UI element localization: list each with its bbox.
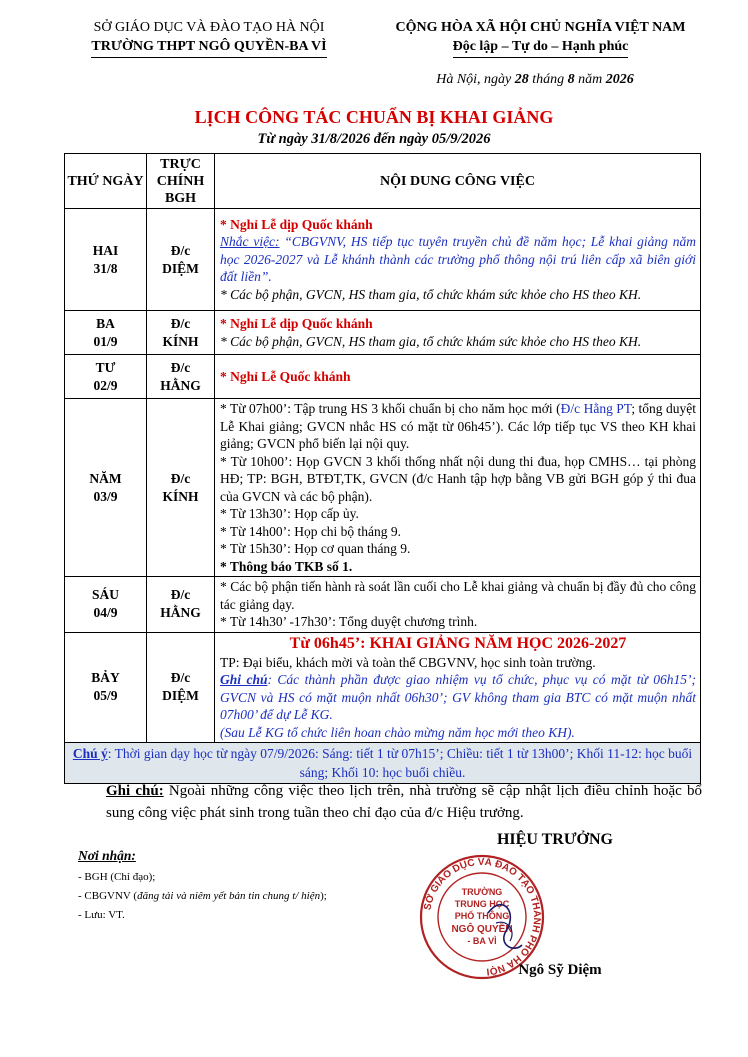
bgh-cell — [147, 399, 215, 577]
table-row — [65, 311, 701, 355]
agency-header — [64, 18, 354, 58]
task-line: TP: Đại biểu, khách mời và toàn thể CBGVNV, học sinh toàn trường. — [220, 654, 596, 670]
bgh-cell — [147, 355, 215, 399]
header-content: NỘI DUNG CÔNG VIỆC — [215, 154, 701, 209]
bgh-name: KÍNH — [162, 333, 199, 349]
seal-outer-text: SỞ GIÁO DỤC VÀ ĐÀO TẠO THÀNH PHỐ HÀ NỘI — [422, 856, 543, 977]
footnote-label: Ghi chú: — [106, 783, 164, 799]
bgh-prefix: Đ/c — [170, 587, 191, 603]
attention-row — [65, 743, 701, 784]
recipients-heading: Nơi nhận: — [78, 848, 136, 863]
signer-name: Ngô Sỹ Diệm — [518, 962, 602, 978]
seal-inner-line: - BA VÌ — [467, 936, 497, 946]
task-text: ; tổng duyệt Lễ Khai giảng; GVCN nhắc HS có mặt từ 06h45’). Các lớp tiếp tục VS theo KH khai giảng; GVCN phổ biến lại nội quy. — [220, 401, 696, 451]
national-header — [368, 18, 713, 58]
bgh-name: DIỆM — [162, 688, 199, 704]
date-label: 31/8 — [93, 260, 118, 276]
seal-inner-line: PHỔ THÔNG — [454, 911, 510, 921]
recipient-item — [78, 868, 398, 887]
bgh-cell — [147, 311, 215, 355]
task-line: * Từ 14h00’: Họp chi bộ tháng 9. — [220, 523, 402, 539]
date-label: 01/9 — [93, 333, 118, 349]
task-line: * Thông báo TKB số 1. — [220, 558, 353, 574]
recipient-text: - BGH (Chỉ đạo); — [78, 871, 156, 883]
reminder-note — [220, 233, 696, 286]
department-name: SỞ GIÁO DỤC VÀ ĐÀO TẠO HÀ NỘI — [93, 20, 325, 35]
recipient-item — [78, 906, 398, 925]
task-line: * Từ 10h00’: Họp GVCN 3 khối thống nhất nội dung thi đua, họp CMHS… tại phòng HĐ; TP: BGH, BTĐT,TK, GVCN (đ/c Hanh tập hợp bằng VB gửi BGH góp ý thi đua của GVCN và các bộ phận). — [220, 453, 696, 504]
date-year-label: năm — [574, 72, 606, 87]
day-label: BA — [96, 315, 115, 331]
recipient-tail: ); — [320, 890, 327, 902]
header-bgh: TRỰC CHÍNH BGH — [147, 154, 215, 209]
school-name: TRƯỜNG THPT NGÔ QUYỀN-BA VÌ — [91, 37, 326, 58]
bgh-prefix: Đ/c — [170, 670, 191, 686]
date-label: 04/9 — [93, 605, 118, 621]
table-row — [65, 399, 701, 577]
attention-cell — [65, 743, 701, 784]
reminder-label: Nhắc việc: — [220, 234, 280, 250]
document-title: LỊCH CÔNG TÁC CHUẨN BỊ KHAI GIẢNG — [194, 107, 554, 127]
holiday-note: * Nghỉ Lễ Quốc khánh — [220, 368, 351, 384]
task-line: * Từ 15h30’: Họp cơ quan tháng 9. — [220, 541, 411, 556]
recipient-item — [78, 887, 398, 906]
date-label: 02/9 — [93, 377, 118, 393]
task-line: (Sau Lễ KG tổ chức liên hoan chào mừng năm học mới theo KH). — [220, 724, 575, 740]
day-label: TƯ — [95, 359, 116, 375]
content-cell — [215, 632, 701, 743]
day-cell — [65, 355, 147, 399]
task-assignee: Đ/c Hằng PT — [560, 401, 632, 416]
day-cell — [65, 632, 147, 743]
bgh-name: DIỆM — [162, 260, 199, 276]
content-cell — [215, 209, 701, 311]
seal-inner-line: NGÔ QUYỀN — [451, 924, 513, 935]
task-text: * Từ 07h00’: Tập trung HS 3 khối chuẩn bị cho năm học mới ( — [220, 401, 561, 416]
date-month: 8 — [567, 72, 575, 87]
bgh-name: KÍNH — [162, 488, 199, 504]
day-cell — [65, 399, 147, 577]
day-cell — [65, 311, 147, 355]
content-cell — [215, 399, 701, 577]
recipient-text: - CBGVNV ( — [78, 890, 138, 902]
signer-role: HIỆU TRƯỞNG — [496, 831, 613, 848]
seal-inner-line: TRƯỜNG — [461, 887, 503, 897]
task-line — [220, 400, 696, 453]
bgh-prefix: Đ/c — [170, 315, 191, 331]
bgh-name: HẰNG — [160, 377, 201, 393]
table-row — [65, 355, 701, 399]
footnote — [106, 780, 702, 824]
seal-inner-line: TRUNG HỌC — [454, 899, 510, 909]
ceremony-note — [220, 671, 696, 724]
bgh-prefix: Đ/c — [170, 359, 191, 375]
date-day: 28 — [514, 72, 529, 87]
task-line: * Các bộ phận tiến hành rà soát lần cuối cho Lễ khai giảng và chuẩn bị đầy đủ cho công tác giảng dạy. — [220, 579, 696, 612]
holiday-note: * Nghỉ Lễ dịp Quốc khánh — [220, 316, 373, 331]
bgh-cell — [147, 577, 215, 633]
task-line: * Từ 13h30’: Họp cấp ủy. — [220, 506, 359, 521]
content-cell — [215, 355, 701, 399]
national-motto: Độc lập – Tự do – Hạnh phúc — [453, 37, 629, 58]
day-cell — [65, 209, 147, 311]
recipients-block — [78, 846, 398, 925]
national-title: CỘNG HÒA XÃ HỘI CHỦ NGHĨA VIỆT NAM — [395, 20, 686, 35]
bgh-name: HẰNG — [160, 605, 201, 621]
bgh-prefix: Đ/c — [170, 470, 191, 486]
table-row — [65, 632, 701, 743]
task-line: * Các bộ phận, GVCN, HS tham gia, tổ chức khám sức khỏe cho HS theo KH. — [220, 286, 642, 302]
day-label: HAI — [92, 242, 119, 258]
header-day: THỨ NGÀY — [65, 154, 147, 209]
bgh-cell — [147, 209, 215, 311]
day-label: BẢY — [91, 670, 120, 686]
holiday-note: * Nghỉ Lễ dịp Quốc khánh — [220, 216, 373, 232]
date-prefix: Hà Nội, ngày — [436, 72, 515, 87]
date-year: 2026 — [605, 72, 634, 87]
recipient-text: - Lưu: VT. — [78, 909, 125, 921]
table-header-row — [65, 154, 701, 209]
task-line: * Các bộ phận, GVCN, HS tham gia, tổ chức khám sức khỏe cho HS theo KH. — [220, 333, 642, 349]
opening-ceremony-title: Từ 06h45’: KHAI GIẢNG NĂM HỌC 2026-2027 — [289, 634, 627, 652]
recipient-detail: đăng tải và niêm yết bản tin chung t/ hiện — [137, 890, 321, 902]
day-cell — [65, 577, 147, 633]
date-label: 05/9 — [93, 688, 118, 704]
table-row — [65, 577, 701, 633]
task-line: * Từ 14h30’ -17h30’: Tổng duyệt chương trình. — [220, 614, 478, 629]
note-label: Ghi chú — [220, 672, 268, 687]
day-label: NĂM — [89, 470, 122, 486]
attention-text: : Thời gian dạy học từ ngày 07/9/2026: Sáng: tiết 1 từ 07h15’; Chiều: tiết 1 từ 13h00’; Khối 11-12: học buổi sáng; Khối 10: học buổi chiều. — [107, 746, 693, 780]
bgh-prefix: Đ/c — [170, 242, 191, 258]
reminder-text: “CBGVNV, HS tiếp tục tuyên truyền chủ đề năm học; Lễ khai giảng năm học 2026-2027 và Lễ khánh thành các trường phổ thông nội trú liên cấp xã biên giới đất liền”. — [220, 234, 697, 285]
bgh-cell — [147, 632, 215, 743]
day-label: SÁU — [91, 587, 119, 603]
date-month-label: tháng — [528, 72, 568, 87]
document-subtitle: Từ ngày 31/8/2026 đến ngày 05/9/2026 — [257, 131, 491, 147]
date-label: 03/9 — [93, 488, 118, 504]
issue-date — [380, 72, 690, 88]
schedule-table — [64, 153, 701, 784]
attention-label: Chú ý — [72, 746, 108, 761]
content-cell — [215, 577, 701, 633]
note-text: : Các thành phần được giao nhiệm vụ tổ chức, phục vụ có mặt từ 06h15’; GVCN và HS có mặt muộn nhất 06h30’; GV không tham gia BTC có mặt muộn nhất 07h00’ để dự Lễ KG. — [220, 672, 696, 722]
table-row — [65, 209, 701, 311]
content-cell — [215, 311, 701, 355]
footnote-text: Ngoài những công việc theo lịch trên, nhà trường sẽ cập nhật lịch điều chỉnh hoặc bổ sung công việc phát sinh trong tuần theo chỉ đạo của đ/c Hiệu trưởng. — [106, 783, 703, 821]
